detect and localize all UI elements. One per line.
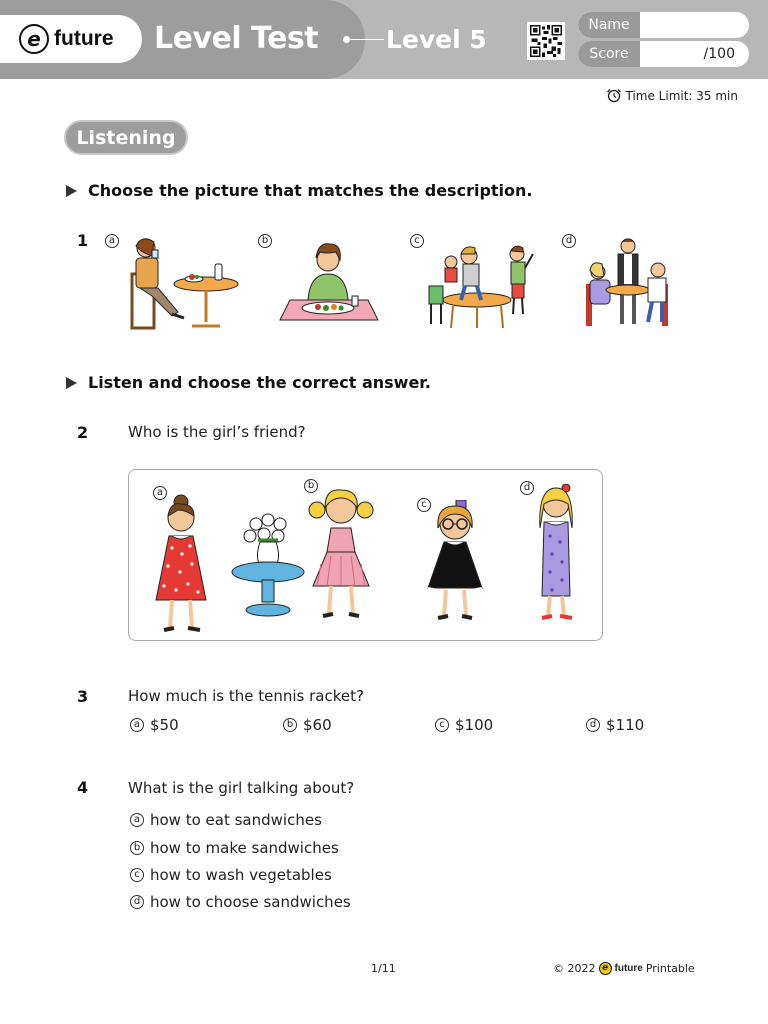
- q4-option-d-text: how to choose sandwiches: [150, 893, 351, 911]
- time-limit-text: Time Limit: 35 min: [625, 88, 738, 103]
- q4-number: 4: [77, 778, 89, 797]
- q4-option-b-letter: b: [130, 841, 144, 855]
- q2-picture-c[interactable]: [422, 500, 488, 628]
- name-field[interactable]: [578, 12, 749, 38]
- q3-option-d[interactable]: [586, 716, 644, 734]
- time-limit: [606, 88, 739, 103]
- score-value: /100: [703, 46, 735, 62]
- q2-text: Who is the girl’s friend?: [128, 423, 306, 441]
- qr-code-icon[interactable]: [527, 22, 565, 60]
- q2-picture-b[interactable]: [307, 486, 375, 624]
- triangle-bullet-icon: [66, 185, 77, 197]
- q2-picture-d[interactable]: [528, 484, 584, 626]
- q3-option-b[interactable]: [283, 716, 332, 734]
- level-label: Level 5: [386, 25, 487, 54]
- qr-code-graphic: [530, 25, 562, 57]
- q4-text: What is the girl talking about?: [128, 779, 355, 797]
- q2-option-a-label[interactable]: a: [153, 486, 167, 500]
- q1-option-b-label[interactable]: b: [258, 234, 272, 248]
- q3-option-a[interactable]: [130, 716, 179, 734]
- q1-option-a-label[interactable]: a: [105, 234, 119, 248]
- q4-option-d-letter: d: [130, 895, 144, 909]
- q2-number: 2: [77, 423, 89, 442]
- q3-number: 3: [77, 687, 89, 706]
- q2-picture-a[interactable]: [150, 492, 212, 636]
- q3-option-c-letter: c: [435, 718, 449, 732]
- q3-option-d-letter: d: [586, 718, 600, 732]
- section-listening: Listening: [64, 120, 188, 155]
- q4-option-b-text: how to make sandwiches: [150, 839, 339, 857]
- brand-e-icon: e: [599, 962, 612, 975]
- q3-option-a-text: $50: [150, 716, 179, 734]
- printable-text: Printable: [645, 962, 695, 975]
- q1-picture-b[interactable]: [278, 238, 380, 324]
- q1-option-c-label[interactable]: c: [410, 234, 424, 248]
- logo-text: future: [54, 27, 114, 50]
- q4-option-c[interactable]: [130, 866, 332, 884]
- q1-picture-c[interactable]: [425, 238, 537, 330]
- q3-option-c-text: $100: [455, 716, 494, 734]
- q3-option-c[interactable]: [435, 716, 493, 734]
- title-connector-line: [346, 39, 384, 40]
- copyright-text: © 2022: [553, 962, 596, 975]
- instruction-2-text: Listen and choose the correct answer.: [88, 373, 431, 392]
- q1-number: 1: [77, 231, 89, 250]
- q2-option-c-label[interactable]: c: [417, 498, 431, 512]
- instruction-1: [66, 181, 532, 200]
- q3-text: How much is the tennis racket?: [128, 687, 364, 705]
- q4-option-c-letter: c: [130, 868, 144, 882]
- q4-option-a-letter: a: [130, 813, 144, 827]
- q4-option-a[interactable]: [130, 811, 322, 829]
- q2-option-d-label[interactable]: d: [520, 481, 534, 495]
- instruction-2: [66, 373, 431, 392]
- header-bar: [0, 0, 768, 79]
- q3-option-b-letter: b: [283, 718, 297, 732]
- q4-option-a-text: how to eat sandwiches: [150, 811, 322, 829]
- efuture-logo: [0, 15, 142, 63]
- q3-option-b-text: $60: [303, 716, 332, 734]
- score-label: Score: [578, 41, 640, 67]
- page-number: 1/11: [371, 962, 396, 975]
- name-label: Name: [578, 12, 640, 38]
- triangle-bullet-icon: [66, 377, 77, 389]
- q2-vase-table-picture: [228, 512, 308, 622]
- q4-option-b[interactable]: [130, 839, 339, 857]
- logo-e-icon: e: [19, 24, 49, 54]
- q3-option-d-text: $110: [606, 716, 645, 734]
- q1-picture-a[interactable]: [118, 234, 242, 330]
- alarm-clock-icon: [606, 88, 622, 103]
- score-field[interactable]: [578, 41, 749, 67]
- q3-option-a-letter: a: [130, 718, 144, 732]
- q4-option-d[interactable]: [130, 893, 351, 911]
- page-title: Level Test: [154, 21, 319, 56]
- q1-option-d-label[interactable]: d: [562, 234, 576, 248]
- q1-picture-d[interactable]: [578, 236, 678, 330]
- q2-option-b-label[interactable]: b: [304, 479, 318, 493]
- instruction-1-text: Choose the picture that matches the description.: [88, 181, 533, 200]
- footer-copyright: [553, 962, 695, 975]
- q4-option-c-text: how to wash vegetables: [150, 866, 332, 884]
- brand-text: future: [614, 963, 643, 974]
